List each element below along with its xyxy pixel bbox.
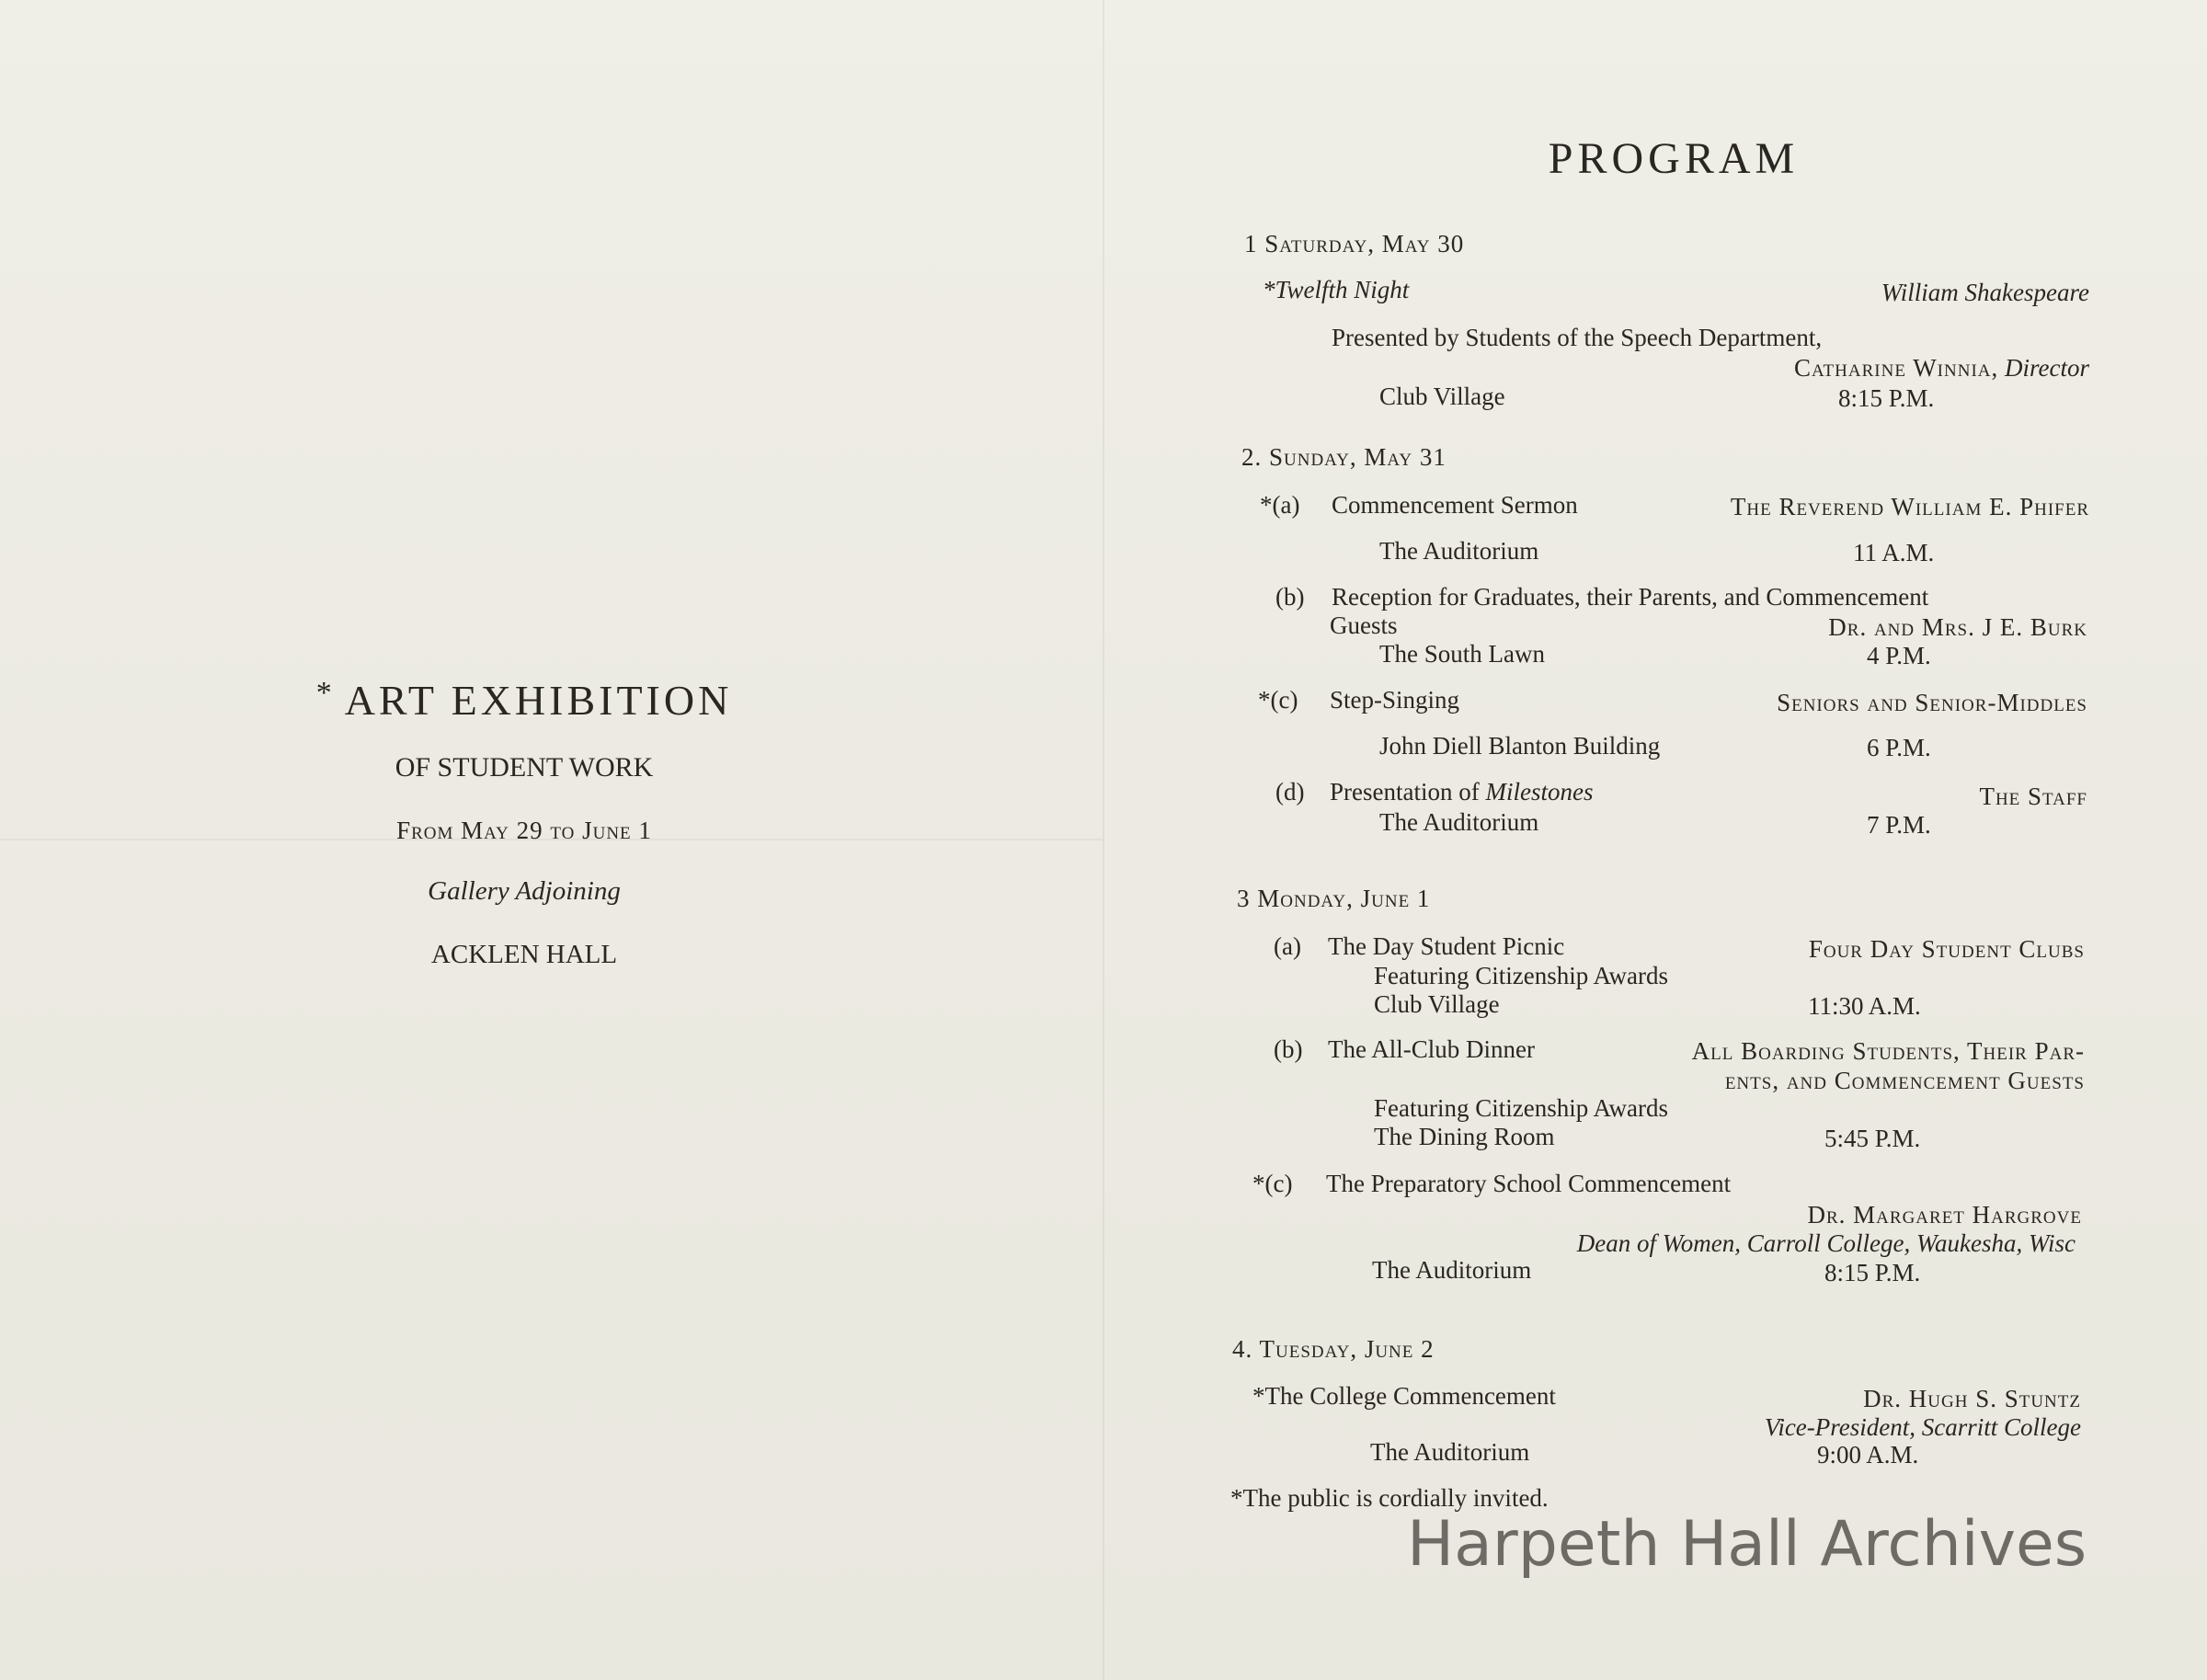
art-exhibition-subtitle: OF STUDENT WORK (395, 752, 654, 783)
day3-a-place: Club Village (1374, 990, 1500, 1018)
day2-c-label: *(c) (1258, 686, 1298, 714)
day2-a-event: Commencement Sermon (1332, 491, 1578, 519)
day2-d-place: The Auditorium (1379, 808, 1539, 836)
day3-a-feature: Featuring Citizenship Awards (1374, 962, 1668, 989)
day4-event: *The College Commencement (1252, 1382, 1556, 1410)
day2-heading: 2. Sunday, May 31 (1241, 443, 1447, 471)
asterisk-mark: * (315, 676, 336, 710)
day3-b-host-line1: All Boarding Students, Their Par- (1691, 1037, 2085, 1065)
day1-presented: Presented by Students of the Speech Department, (1332, 324, 1823, 351)
day2-b-time: 4 P.M. (1867, 642, 1931, 669)
day2-c-place: John Diell Blanton Building (1379, 732, 1661, 760)
art-exhibition-location-line: Gallery Adjoining (428, 876, 621, 906)
day1-event: *Twelfth Night (1263, 276, 1410, 303)
day2-b-host: Dr. and Mrs. J E. Burk (1828, 613, 2087, 641)
day3-b-place: The Dining Room (1374, 1123, 1555, 1150)
day3-c-speaker: Dr. Margaret Hargrove (1807, 1201, 2082, 1229)
day2-b-event: Reception for Graduates, their Parents, and Commencement (1332, 583, 1929, 611)
footnote: *The public is cordially invited. (1230, 1484, 1549, 1512)
center-fold (1103, 0, 1104, 1680)
day2-a-place: The Auditorium (1379, 537, 1539, 565)
day4-place: The Auditorium (1370, 1438, 1530, 1466)
day3-a-label: (a) (1274, 932, 1301, 960)
day2-d-label: (d) (1275, 778, 1305, 806)
day2-d-time: 7 P.M. (1867, 811, 1931, 839)
day3-heading: 3 Monday, June 1 (1237, 885, 1431, 912)
art-exhibition-hall: ACKLEN HALL (430, 940, 618, 969)
day3-c-event: The Preparatory School Commencement (1326, 1170, 1732, 1197)
day3-c-speaker-title: Dean of Women, Carroll College, Waukesha, Wisc (1576, 1229, 2075, 1257)
day3-c-place: The Auditorium (1372, 1256, 1532, 1284)
day1-author: William Shakespeare (1881, 279, 2089, 306)
day3-b-feature: Featuring Citizenship Awards (1374, 1094, 1668, 1122)
day4-speaker: Dr. Hugh S. Stuntz (1863, 1385, 2081, 1412)
day1-place: Club Village (1379, 383, 1505, 410)
day2-c-event: Step-Singing (1330, 686, 1460, 714)
day3-a-event: The Day Student Picnic (1328, 932, 1565, 960)
day3-c-time: 8:15 P.M. (1824, 1259, 1921, 1286)
art-exhibition-title: * ART EXHIBITION (315, 676, 733, 724)
day4-heading: 4. Tuesday, June 2 (1232, 1335, 1435, 1363)
day3-a-host: Four Day Student Clubs (1808, 935, 2085, 963)
day4-speaker-title: Vice-President, Scarritt College (1764, 1413, 2081, 1441)
day2-b-event-cont: Guests (1330, 611, 1398, 639)
day2-c-time: 6 P.M. (1867, 734, 1931, 761)
day3-b-event: The All-Club Dinner (1328, 1035, 1535, 1063)
day2-a-speaker: The Reverend William E. Phifer (1730, 493, 2089, 520)
archive-watermark: Harpeth Hall Archives (1407, 1508, 2087, 1581)
day2-a-time: 11 A.M. (1853, 539, 1935, 566)
art-exhibition-dates: From May 29 to June 1 (396, 817, 652, 844)
day3-c-label: *(c) (1252, 1170, 1293, 1197)
day2-b-label: (b) (1275, 583, 1305, 611)
day2-a-label: *(a) (1260, 491, 1300, 519)
program-title: PROGRAM (1548, 134, 1800, 183)
day1-heading: 1 Saturday, May 30 (1244, 230, 1465, 257)
day3-b-host-line2: ents, and Commencement Guests (1724, 1067, 2085, 1094)
day2-d-event: Presentation of Milestones (1330, 778, 1594, 806)
day2-d-host: The Staff (1979, 783, 2087, 810)
day1-time: 8:15 P.M. (1838, 384, 1935, 412)
day1-director: Catharine Winnia, Director (1793, 354, 2089, 382)
day3-a-time: 11:30 A.M. (1808, 992, 1921, 1020)
day3-b-label: (b) (1274, 1035, 1303, 1063)
day4-time: 9:00 A.M. (1817, 1441, 1919, 1469)
day2-b-place: The South Lawn (1379, 640, 1545, 668)
day2-c-host: Seniors and Senior-Middles (1777, 689, 2087, 716)
day3-b-time: 5:45 P.M. (1824, 1125, 1921, 1152)
